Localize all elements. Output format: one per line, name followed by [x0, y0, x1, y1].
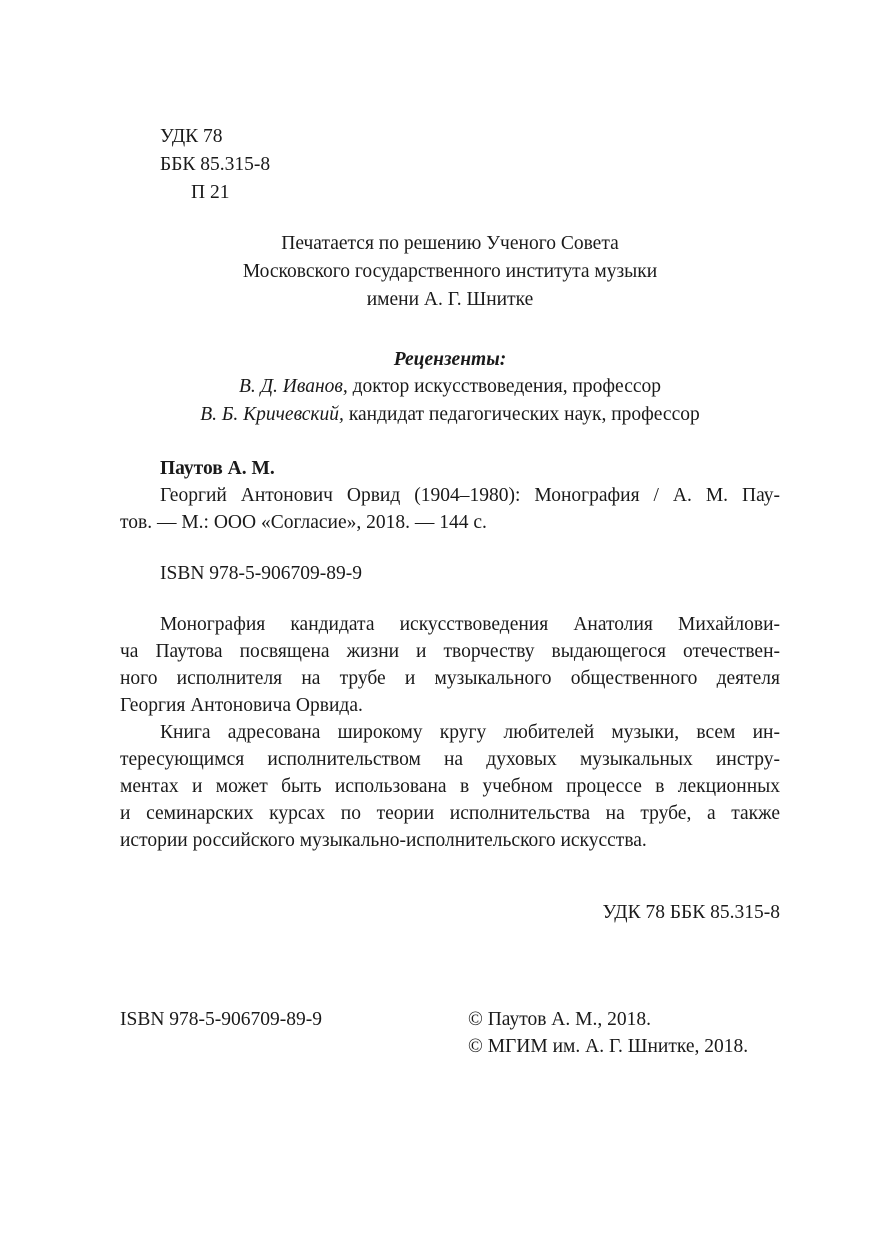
abstract-p1-line-4: Георгия Антоновича Орвида.	[120, 695, 363, 716]
bibliographic-line-1: Георгий Антонович Орвид (1904–1980): Монография / А. М. Пау-	[160, 485, 780, 506]
abstract-p1-line-2: ча Паутова посвящена жизни и творчеству выдающегося отечествен-	[120, 641, 780, 662]
author-mark: П 21	[191, 182, 230, 203]
reviewer-1	[120, 374, 780, 400]
bbk-code: ББК 85.315-8	[160, 154, 271, 175]
copyright-author: © Паутов А. М., 2018.	[468, 1009, 651, 1030]
approval-line-1: Печатается по решению Ученого Совета	[281, 233, 619, 254]
udk-code: УДК 78	[160, 126, 223, 147]
reviewers-heading: Рецензенты:	[393, 349, 507, 370]
abstract-p1-line-3: ного исполнителя на трубе и музыкального общественного деятеля	[120, 668, 780, 689]
reviewer-2-title: кандидат педагогических наук, профессор	[343, 404, 700, 425]
bibliographic-line-2: тов. — М.: ООО «Согласие», 2018. — 144 с.	[120, 512, 487, 533]
approval-line-3: имени А. Г. Шнитке	[366, 289, 534, 310]
footer-isbn: ISBN 978-5-906709-89-9	[120, 1009, 323, 1030]
reviewer-2	[120, 402, 780, 428]
abstract-p2-line-5: истории российского музыкально-исполнительского искусства.	[120, 830, 647, 851]
abstract-p2-line-2: тересующимся исполнительством на духовых музыкальных инстру-	[120, 749, 780, 770]
abstract-p2-line-4: и семинарских курсах по теории исполнительства на трубе, а также	[120, 803, 780, 824]
author-heading: Паутов А. М.	[160, 458, 275, 479]
reviewer-1-title: доктор искусствоведения, профессор	[347, 376, 662, 397]
abstract-p2-line-1: Книга адресована широкому кругу любителей музыки, всем ин-	[160, 722, 780, 743]
abstract-p1-line-1: Монография кандидата искусствоведения Анатолия Михайлови-	[160, 614, 780, 635]
approval-line-2: Московского государственного института музыки	[242, 261, 658, 282]
abstract-p2-line-3: ментах и может быть использована в учебном процессе в лекционных	[120, 776, 780, 797]
classification-footer: УДК 78 ББК 85.315-8	[602, 902, 780, 923]
reviewer-1-name: В. Д. Иванов,	[238, 376, 348, 397]
reviewer-2-name: В. Б. Кричевский,	[200, 404, 344, 425]
isbn-main: ISBN 978-5-906709-89-9	[160, 563, 363, 584]
copyright-institution: © МГИМ им. А. Г. Шнитке, 2018.	[468, 1036, 749, 1057]
